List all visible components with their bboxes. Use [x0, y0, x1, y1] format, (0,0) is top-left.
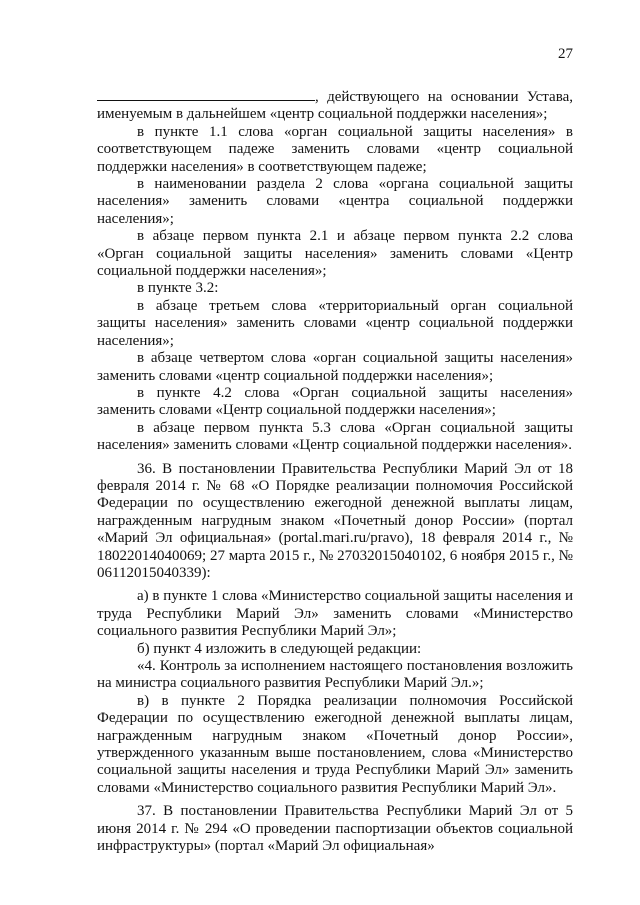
paragraph: в наименовании раздела 2 слова «органа социальной защиты населения» заменить словами «центра социальной поддержки населения»; — [97, 176, 573, 227]
paragraph: в пункте 1.1 слова «орган социальной защиты населения» в соответствующем падеже заменить словами «центр социальной поддержки населения» в соответствующем падеже; — [97, 123, 573, 175]
paragraph: в пункте 3.2: — [137, 280, 219, 297]
paragraph-item-37: 37. В постановлении Правительства Республики Марий Эл от 5 июня 2014 г. № 294 «О проведении паспортизации объектов социальной инфраструктуры» (портал «Марий Эл официальная» — [97, 803, 573, 855]
page-number: 27 — [558, 46, 573, 62]
paragraph: «4. Контроль за исполнением настоящего постановления возложить на министра социального развития Республики Марий Эл.»; — [97, 658, 573, 692]
paragraph-continuation — [97, 88, 573, 124]
paragraph: а) в пункте 1 слова «Министерство социальной защиты населения и труда Республики Марий Эл» заменить словами «Министерство социального развития Республики Марий Эл»; — [97, 588, 573, 640]
paragraph: в абзаце четвертом слова «орган социальной защиты населения» заменить словами «центр социальной поддержки населения»; — [97, 350, 573, 384]
paragraph: в абзаце первом пункта 5.3 слова «Орган социальной защиты населения» заменить словами «Центр социальной поддержки населения». — [97, 419, 573, 454]
paragraph: в) в пункте 2 Порядка реализации полномочия Российской Федерации по осуществлению ежегодной денежной выплаты лицам, награжденным нагрудным знаком «Почетный донор России», утвержденного указанным выше постановлением, слова «Министерство социальной защиты населения и труда Республики Марий Эл» заменить словами «Министерство социального развития Республики Марий Эл». — [97, 692, 573, 796]
paragraph: в пункте 4.2 слова «Орган социальной защиты населения» заменить словами «Центр социальной поддержки населения»; — [97, 384, 573, 419]
paragraph: в абзаце третьем слова «территориальный орган социальной защиты населения» заменить словами «центр социальной поддержки населения»; — [97, 297, 573, 349]
paragraph: в абзаце первом пункта 2.1 и абзаце первом пункта 2.2 слова «Орган социальной защиты населения» заменить словами «Центр социальной поддержки населения»; — [97, 228, 573, 280]
blank-line — [97, 88, 315, 101]
paragraph-item-36: 36. В постановлении Правительства Республики Марий Эл от 18 февраля 2014 г. № 68 «О Порядке реализации полномочия Российской Федерации по осуществлению ежегодной денежной выплаты лицам, награжденным нагрудным знаком «Почетный донор России» (портал «Марий Эл официальная» (portal.mari.ru/pravo), 18 февраля 2014 г., № 18022014040069; 27 марта 2015 г., № 27032015040102, 6 ноября 2015 г., № 06112015040339): — [97, 460, 573, 581]
paragraph: б) пункт 4 изложить в следующей редакции: — [137, 640, 422, 657]
paragraph-text: , действующего на основании Устава, именуемым в дальнейшем «центр социальной поддержки населения»; — [97, 89, 573, 123]
